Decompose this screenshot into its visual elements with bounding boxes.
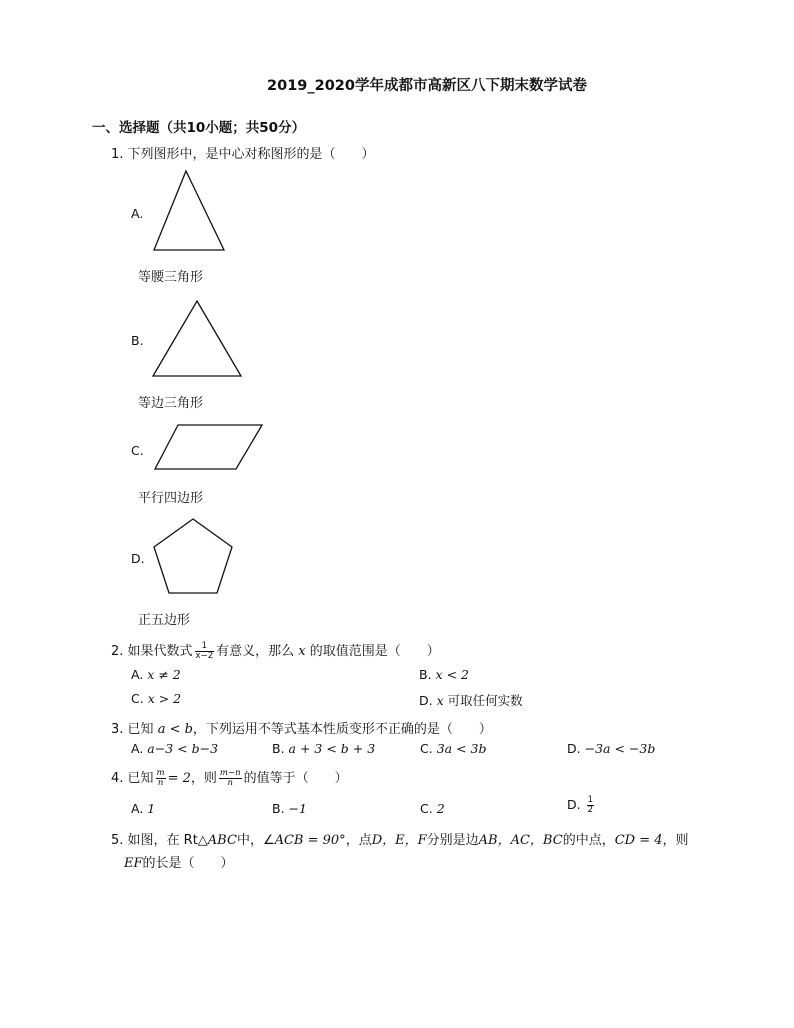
q2-var: x <box>298 644 306 659</box>
q5-triangle: ABC <box>207 833 237 848</box>
q3-option-d <box>567 741 655 756</box>
q5-line2-post: 的长是（ ） <box>142 856 234 871</box>
q3-option-c <box>420 741 486 756</box>
q3-option-b-math: a + 3 < b + 3 <box>288 741 376 756</box>
q2-option-b <box>419 667 469 682</box>
q4-option-b-label: B. <box>272 801 285 816</box>
q2-frac-num: 1 <box>195 642 215 652</box>
q2-option-b-math: x < 2 <box>435 667 469 682</box>
q3-stem-pre: 3. 已知 <box>111 722 154 737</box>
question-5-line-2 <box>124 852 234 871</box>
page-title: 2019_2020学年成都市高新区八下期末数学试卷 <box>267 78 587 94</box>
question-2-stem <box>111 640 440 661</box>
q5-angle: ACB = 90° <box>274 833 346 848</box>
q4-stem-mid: ，则 <box>190 771 217 786</box>
equilateral-triangle-icon <box>150 298 246 380</box>
q4-option-b <box>272 801 307 816</box>
q2-option-d-text: 可取任何实数 <box>447 693 523 708</box>
q1-option-d-label: D. <box>131 551 145 566</box>
q2-option-c-label: C. <box>131 691 144 706</box>
q4-f2-num: m−n <box>219 768 241 778</box>
q2-option-a-label: A. <box>131 667 144 682</box>
q4-option-c-math: 2 <box>436 801 445 816</box>
q3-stem-post: ，下列运用不等式基本性质变形不正确的是（ ） <box>192 722 492 737</box>
q1-option-a-caption: 等腰三角形 <box>138 270 204 285</box>
regular-pentagon-icon <box>151 516 237 598</box>
q2-option-c-math: x > 2 <box>147 691 182 706</box>
q2-stem-post: 的取值范围是（ ） <box>309 644 440 659</box>
q4-fraction-1 <box>156 769 166 788</box>
q5-ef: EF <box>124 856 143 871</box>
q4-option-c-label: C. <box>420 801 433 816</box>
q3-option-c-math: 3a < 3b <box>436 741 487 756</box>
q4-f1-num: m <box>156 768 165 778</box>
q2-option-a-math: x ≠ 2 <box>147 667 181 682</box>
question-4-stem <box>111 767 348 788</box>
q4-option-d-den: 2 <box>587 805 594 815</box>
q3-option-b-label: B. <box>272 741 285 756</box>
q4-stem-post: 的值等于（ ） <box>243 771 348 786</box>
q3-option-a-math: a−3 < b−3 <box>147 741 219 756</box>
q3-option-d-math: −3a < −3b <box>584 741 656 756</box>
q3-condition: a < b <box>157 722 193 737</box>
q4-option-a <box>131 801 155 816</box>
q3-option-b <box>272 741 375 756</box>
q5-line1-a: 中，∠ <box>236 833 275 848</box>
q2-option-d-label: D. <box>419 693 433 708</box>
section-header: 一、选择题（共10小题；共50分） <box>92 120 306 136</box>
q5-points: D，E，F <box>371 833 427 848</box>
q1-option-c-label: C. <box>131 443 144 458</box>
q5-line1-d: 的中点， <box>562 833 615 848</box>
question-3-stem <box>111 718 492 737</box>
q4-option-a-label: A. <box>131 801 144 816</box>
q2-option-a <box>131 667 181 682</box>
q5-cd: CD = 4 <box>614 833 663 848</box>
q2-frac-den: x−2 <box>195 651 214 661</box>
q5-line1-e: ，则 <box>662 833 689 848</box>
q4-stem-pre: 4. 已知 <box>111 771 154 786</box>
q4-option-a-math: 1 <box>147 801 156 816</box>
q2-option-d <box>419 691 523 709</box>
q4-option-b-math: −1 <box>288 801 307 816</box>
q1-option-b-caption: 等边三角形 <box>138 396 204 411</box>
q5-sides: AB，AC，BC <box>478 833 563 848</box>
q4-option-c <box>420 801 445 816</box>
q2-stem-mid: 有意义，那么 <box>216 644 295 659</box>
q4-option-d-fraction <box>587 796 594 815</box>
q4-option-d-num: 1 <box>587 795 594 805</box>
q2-option-c <box>131 691 181 706</box>
q5-line1-pre: 5. 如图，在 Rt△ <box>111 833 208 848</box>
q4-option-d-label: D. <box>567 797 581 812</box>
q5-line1-b: ，点 <box>345 833 372 848</box>
q5-line1-c: 分别是边 <box>426 833 479 848</box>
q2-fraction <box>195 642 215 661</box>
q1-option-b-label: B. <box>131 333 144 348</box>
q4-f1-eq: = 2 <box>167 771 191 786</box>
q4-fraction-2 <box>219 769 242 788</box>
isosceles-triangle-icon <box>150 168 230 254</box>
q4-f2-den: n <box>227 778 233 788</box>
q2-option-d-math: x <box>436 693 444 708</box>
q1-option-d-caption: 正五边形 <box>138 613 191 628</box>
q2-stem-pre: 2. 如果代数式 <box>111 644 193 659</box>
q3-option-d-label: D. <box>567 741 581 756</box>
parallelogram-icon <box>152 422 266 472</box>
question-5-line-1 <box>111 829 689 848</box>
q3-option-a <box>131 741 218 756</box>
q3-option-a-label: A. <box>131 741 144 756</box>
q2-option-b-label: B. <box>419 667 432 682</box>
q1-option-a-label: A. <box>131 206 144 221</box>
q3-option-c-label: C. <box>420 741 433 756</box>
q4-option-d <box>567 796 596 815</box>
question-1-stem: 1. 下列图形中，是中心对称图形的是（ ） <box>111 147 375 162</box>
q4-f1-den: n <box>157 778 164 788</box>
q1-option-c-caption: 平行四边形 <box>138 491 204 506</box>
